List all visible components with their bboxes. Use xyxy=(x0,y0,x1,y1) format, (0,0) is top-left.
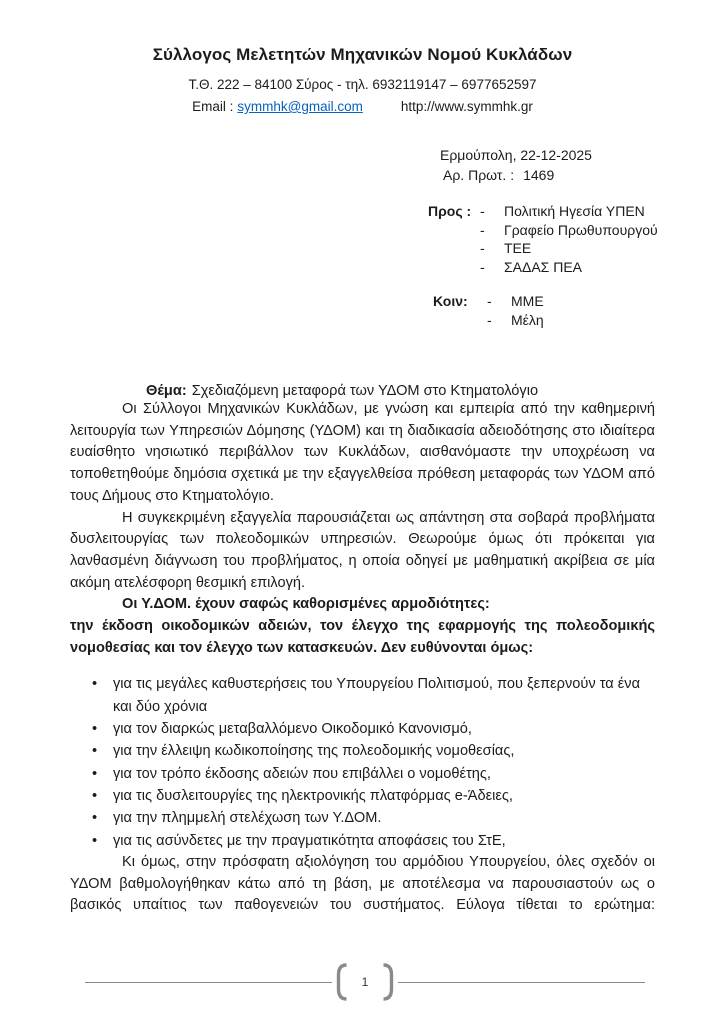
organization-title: Σύλλογος Μελετητών Μηχανικών Νομού Κυκλάδων xyxy=(152,45,573,64)
bullet-icon: • xyxy=(92,832,98,849)
page-footer xyxy=(85,960,645,1004)
list-item-text: για τις μεγάλες καθυστερήσεις του Υπουργείου Πολιτισμού, που ξεπερνούν τα ένα και δύο χρόνια xyxy=(113,676,641,715)
closing-paragraph: Κι όμως, στην πρόσφατη αξιολόγηση του αρμόδιου Υπουργείου, όλες σχεδόν οι ΥΔΟΜ βαθμολογήθηκαν κάτω από τη βάση, με αποτέλεσμα να παρουσιαστούν ως ο βασικός υπαίτιος των παθογενειών του συστήματος. Εύλογα τίθεται το ερώτημα: xyxy=(70,853,655,914)
to-label-spacer xyxy=(428,258,472,277)
left-bracket-icon xyxy=(332,961,349,1003)
list-item-text: για τον διαρκώς μεταβαλλόμενο Οικοδομικό Κανονισμό, xyxy=(113,721,472,738)
list-item xyxy=(92,807,655,829)
bullet-icon: • xyxy=(92,721,98,738)
bullet-icon: • xyxy=(92,810,98,827)
recipient-row xyxy=(428,202,725,221)
dash-marker: - xyxy=(487,311,492,328)
protocol-label: Αρ. Πρωτ. : xyxy=(443,167,515,183)
to-label: Προς : xyxy=(428,203,472,219)
dash-marker: - xyxy=(480,203,485,219)
bullet-icon: • xyxy=(92,743,98,760)
recipient-item: ΜΜΕ xyxy=(511,293,544,309)
recipient-row xyxy=(433,311,725,330)
organization-address: Τ.Θ. 222 – 84100 Σύρος - τηλ. 6932119147 – 6977652597 xyxy=(188,77,537,92)
list-item-text: για την πλημμελή στελέχωση των Υ.ΔΟΜ. xyxy=(113,810,382,827)
list-item-text: για την έλλειψη κωδικοποίησης της πολεοδομικής νομοθεσίας, xyxy=(113,743,515,760)
paragraph: Οι Σύλλογοι Μηχανικών Κυκλάδων, με γνώση και εμπειρία από την καθημερινή λειτουργία των Υπηρεσιών Δόμησης (ΥΔΟΜ) και τη διαδικασία αδειοδότησης στο ιδιαίτερα ευαίσθητο νησιωτικό περιβάλλον των Κυκλάδων, αισθανόμαστε την υποχρέωση να τοποθετηθούμε δημόσια σχετικά με την εξαγγελθείσα πρόθεση μεταφοράς των ΥΔΟΜ από τους Δήμους στο Κτηματολόγιο. xyxy=(70,401,655,504)
list-item xyxy=(92,763,655,785)
cc-label: Κοιν: xyxy=(433,293,468,309)
paragraph: Η συγκεκριμένη εξαγγελία παρουσιάζεται ως απάντηση στα σοβαρά προβλήματα δυσλειτουργίας των πολεοδομικών υπηρεσιών. Θεωρούμε όμως ότι πρόκειται για λανθασμένη διάγνωση του προβλήματος, η οποία οδηγεί με μαθηματική ακρίβεια σε μία ακόμη ατελέσφορη θεσμική επιλογή. xyxy=(70,509,655,591)
recipient-row xyxy=(433,292,725,311)
place-date: Ερμούπολη, 22-12-2025 xyxy=(440,147,592,163)
recipient-row xyxy=(428,239,725,258)
list-item xyxy=(92,673,655,718)
bullet-icon: • xyxy=(92,676,98,693)
dash-marker: - xyxy=(487,293,492,309)
bold-statement-paragraph xyxy=(70,594,655,659)
footer-rule-left xyxy=(85,982,332,983)
email-link[interactable]: symmhk@gmail.com xyxy=(237,99,363,114)
protocol-line xyxy=(443,165,725,185)
cc-label-spacer xyxy=(433,311,479,330)
meta-block xyxy=(440,145,725,185)
recipient-item: Γραφείο Πρωθυπουργού xyxy=(504,221,658,238)
recipient-row xyxy=(428,221,725,240)
dash-marker: - xyxy=(480,240,485,256)
right-bracket-icon xyxy=(381,961,398,1003)
subject-label: Θέμα: xyxy=(146,383,187,399)
recipient-row xyxy=(428,258,725,277)
recipient-item: Πολιτική Ηγεσία ΥΠΕΝ xyxy=(504,203,645,219)
contact-line xyxy=(0,99,725,114)
letter-body xyxy=(70,383,655,917)
email-label: Email : xyxy=(192,99,234,114)
grievance-bullet-list xyxy=(70,673,655,851)
recipients-cc-block xyxy=(433,292,725,329)
dash-marker: - xyxy=(480,221,485,238)
subject-text: Σχεδιαζόμενη μεταφορά των ΥΔΟΜ στο Κτηματολόγιο xyxy=(191,383,539,399)
protocol-number: 1469 xyxy=(523,167,555,183)
website-text: http://www.symmhk.gr xyxy=(400,99,533,114)
to-label-spacer xyxy=(428,221,472,240)
recipients-to-block xyxy=(428,202,725,276)
list-item xyxy=(92,785,655,807)
bold-statement-line1: Οι Υ.ΔΟΜ. έχουν σαφώς καθορισμένες αρμοδιότητες: xyxy=(122,596,490,613)
bullet-icon: • xyxy=(92,765,98,782)
list-item xyxy=(92,830,655,852)
list-item xyxy=(92,718,655,740)
subject-line xyxy=(70,383,655,399)
recipient-item: ΣΑΔΑΣ ΠΕΑ xyxy=(504,258,583,275)
list-item-text: για τις ασύνδετες με την πραγματικότητα αποφάσεις του ΣτΕ, xyxy=(113,832,506,849)
dash-marker: - xyxy=(480,258,485,275)
bullet-icon: • xyxy=(92,787,98,804)
recipient-item: Μέλη xyxy=(511,311,544,328)
bold-statement-rest: την έκδοση οικοδομικών αδειών, τον έλεγχο της εφαρμογής της πολεοδομικής νομοθεσίας και τον έλεγχο των κατασκευών. Δεν ευθύνονται όμως: xyxy=(70,618,655,656)
list-item-text: για τον τρόπο έκδοσης αδειών που επιβάλλει ο νομοθέτης, xyxy=(113,765,491,782)
list-item-text: για τις δυσλειτουργίες της ηλεκτρονικής πλατφόρμας e-Άδειες, xyxy=(113,787,513,804)
recipient-item: ΤΕΕ xyxy=(504,240,532,256)
page-number: 1 xyxy=(361,975,369,989)
list-item xyxy=(92,740,655,762)
footer-rule-right xyxy=(398,982,645,983)
to-label-spacer xyxy=(428,239,472,258)
